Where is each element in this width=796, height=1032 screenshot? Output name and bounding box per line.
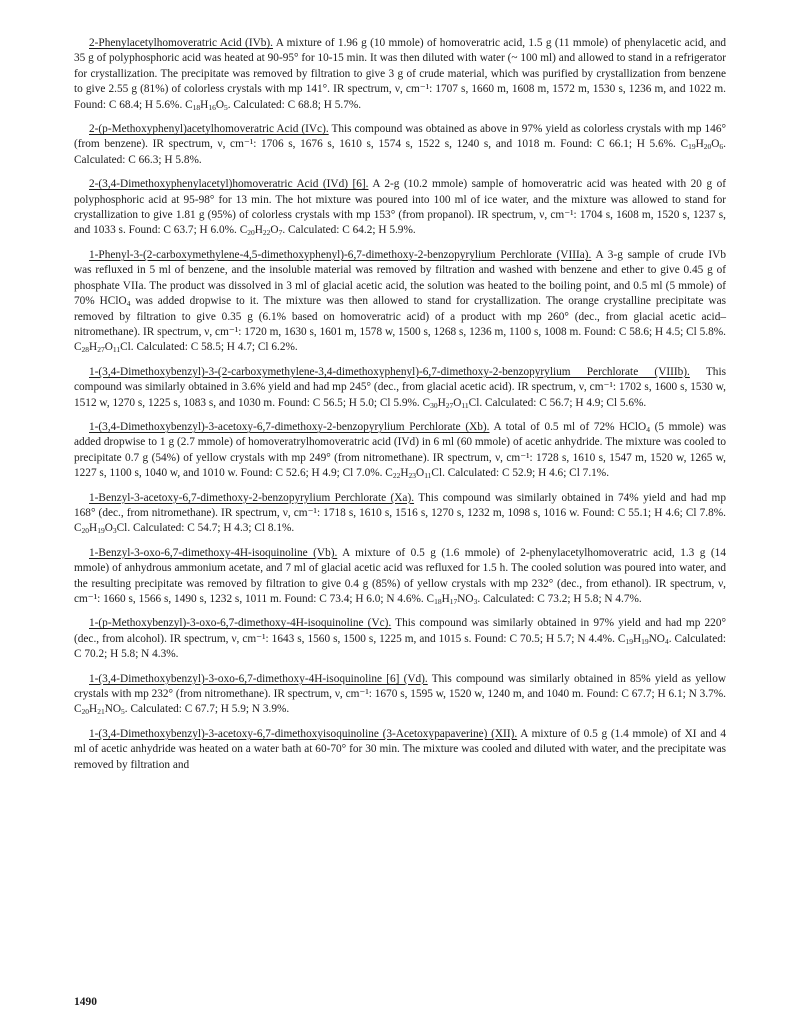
formula-subscript: 7 — [278, 228, 283, 238]
article-body — [74, 36, 726, 782]
paragraph-text: Cl. Calculated: C 54.7; H 4.3; Cl 8.1%. — [116, 522, 295, 535]
paragraph-text: (5 mmole) was added dropwise to 1 g (2.7 mmole) of homoveratrylhomoveratric acid (IVd) in 6 ml (60 mmole) of acetic anhydride. The mixture was cooled to precipitate 0.7 g (54%) of yellow crystals with mp 249° (from nitromethane). IR spectrum, ν, cm⁻¹: 1728 s, 1610 s, 1547 m, 1520 w, 1265 w, 1227 s, 1100 s, 1040 w, and 1010 w. Found: C 52.6; H 4.9; Cl 7.0%. C — [74, 420, 727, 480]
paragraph-text: A 3-g sample of crude IVb was refluxed in 5 ml of benzene, and the insoluble material was removed by filtration and washed with benzene and ether to give 0.45 g of phosphate VIIa. The product was dissolved in 3 ml of glacial acetic acid, the solution was heated to the boiling point, and 0.5 ml (5 mmole) of 70% HClO — [74, 248, 726, 308]
paragraph-text: . Calculated: C 73.2; H 5.8; N 4.7%. — [477, 593, 642, 605]
compound-paragraph — [74, 177, 726, 239]
paragraph-text: O — [711, 138, 720, 151]
compound-title: 1-(3,4-Dimethoxybenzyl)-3-acetoxy-6,7-dimethoxy-2-benzopyrylium Perchlorate (Xb). — [89, 420, 490, 433]
paragraph-text: H — [437, 396, 446, 409]
compound-paragraph — [74, 248, 726, 356]
compound-paragraph — [74, 672, 726, 718]
formula-subscript: 18 — [434, 597, 442, 606]
formula-subscript: 11 — [461, 400, 469, 410]
formula-subscript: 22 — [392, 471, 401, 481]
paragraph-text: A mixture of 1.96 g (10 mmole) of homoveratric acid, 1.5 g (11 mmole) of phenylacetic acid, and 35 g of polyphosphoric acid was heated at 90-95° for 10-15 min. It was then diluted with water (~ 100 ml) and allowed to stand in a refrigerator for crystallization. The precipitate was removed by filtration to give 3 g of crude material, which was purified by crystallization from benzene to give 2.55 g (81%) of colorless crystals with mp 141°. IR spectrum, ν, cm⁻¹: 1707 s, 1660 m, 1608 m, 1572 m, 1530 s, 1236 m, and 1022 m. Found: C 68.4; H 5.6%. C — [74, 37, 726, 111]
compound-paragraph — [74, 616, 726, 662]
compound-paragraph — [74, 491, 726, 537]
formula-subscript: 20 — [247, 228, 255, 238]
paragraph-text: . Calculated: C 70.2; H 5.8; N 4.3%. — [74, 632, 726, 661]
paragraph-text: This compound was similarly obtained in 74% yield and had mp 168° (dec., from nitromethane). IR spectrum, ν, cm⁻¹: 1718 s, 1610 s, 1516 s, 1270 s, 1232 m, 1098 s, 1016 w. Found: C 55.1; H 4.6; Cl 7.8%. C — [74, 491, 726, 535]
paragraph-text: . Calculated: C 67.7; H 5.9; N 3.9%. — [124, 703, 290, 716]
formula-subscript: 11 — [112, 345, 121, 355]
formula-subscript: 19 — [97, 526, 105, 536]
formula-subscript: 21 — [97, 707, 105, 717]
paragraph-text: This compound was similarly obtained in 3.6% yield and had mp 245° (dec., from glacial acetic acid). IR spectrum, ν, cm⁻¹: 1702 s, 1600 s, 1530 w, 1512 w, 1270 s, 1225 s, 1083 s, and 1030 m. Found: C 56.5; H 5.0; Cl 5.9%. C — [74, 365, 726, 409]
paragraph-text: Cl. Calculated: C 56.7; H 4.9; Cl 5.6%. — [468, 396, 647, 409]
formula-subscript: 19 — [625, 636, 633, 646]
paragraph-text: Cl. Calculated: C 52.9; H 4.6; Cl 7.1%. — [431, 467, 610, 480]
paragraph-text: H — [254, 224, 263, 237]
formula-subscript: 20 — [81, 707, 90, 717]
formula-subscript: 4 — [126, 299, 131, 309]
formula-subscript: 4 — [646, 424, 650, 434]
paragraph-text: H — [400, 467, 409, 480]
formula-subscript: 5 — [121, 707, 125, 717]
compound-title: 2-Phenylacetylhomoveratric Acid (IVb). — [89, 37, 273, 49]
paragraph-text: . Calculated: C 66.3; H 5.8%. — [74, 138, 726, 166]
paragraph-text: NO — [104, 703, 122, 716]
paragraph-text: NO — [648, 632, 665, 645]
formula-subscript: 11 — [424, 471, 432, 481]
compound-paragraph — [74, 420, 726, 482]
compound-paragraph — [74, 727, 726, 773]
paragraph-text: . Calculated: C 68.8; H 5.7%. — [227, 98, 362, 111]
formula-subscript: 19 — [641, 636, 649, 646]
compound-paragraph — [74, 365, 726, 411]
paragraph-text: Cl. Calculated: C 58.5; H 4.7; Cl 6.2%. — [120, 341, 298, 354]
compound-title: 1-Benzyl-3-acetoxy-6,7-dimethoxy-2-benzopyrylium Perchlorate (Xa). — [89, 491, 415, 504]
formula-subscript: 19 — [688, 142, 696, 152]
paragraph-text: O — [215, 98, 224, 111]
formula-subscript: 3 — [112, 526, 117, 536]
compound-title: 1-Phenyl-3-(2-carboxymethylene-4,5-dimethoxyphenyl)-6,7-dimethoxy-2-benzopyrylium Perchlorate (VIIIa). — [89, 248, 592, 261]
formula-subscript: 3 — [473, 597, 478, 606]
paragraph-text: A mixture of 0.5 g (1.6 mmole) of 2-phenylacetylhomoveratric acid, 1.3 g (14 mmole) of anhydrous ammonium acetate, and 7 ml of glacial acetic acid was refluxed for 1.5 h. The cooled solution was poured into water, and the resulting precipitate was removed by filtration to give 0.4 g (85%) of yellow crystals with mp 232° (dec., from ethanol). IR spectrum, ν, cm⁻¹: 1660 s, 1566 s, 1490 s, 1232 s, 1011 m. Found: C 73.4; H 6.0; N 4.6%. C — [74, 546, 726, 605]
compound-title: 1-(3,4-Dimethoxybenzyl)-3-oxo-6,7-dimethoxy-4H-isoquinoline [6] (Vd). — [89, 672, 428, 685]
compound-title: 1-(p-Methoxybenzyl)-3-oxo-6,7-dimethoxy-4H-isoquinoline (Vc). — [89, 617, 392, 630]
paragraph-text: NO — [457, 593, 474, 605]
compound-paragraph — [74, 36, 726, 113]
compound-title: 2-(p-Methoxyphenyl)acetylhomoveratric Acid (IVc). — [89, 123, 329, 136]
formula-subscript: 28 — [81, 345, 90, 355]
formula-subscript: 5 — [223, 102, 228, 112]
compound-title: 1-(3,4-Dimethoxybenzyl)-3-(2-carboxymethylene-3,4-dimethoxyphenyl)-6,7-dimethoxy-2-benzopyrylium Perchlorate (VIIIb). — [89, 365, 690, 378]
paragraph-text: H — [441, 593, 450, 605]
formula-subscript: 20 — [81, 526, 90, 536]
formula-subscript: 4 — [664, 636, 669, 646]
paragraph-text: was added dropwise to it. The mixture was then allowed to stand for crystallization. The orange crystalline precipitate was removed by filtration to give 0.35 g (6.1% based on homoveratric acid) of a product with mp 260° (dec., from glacial acetic acid–nitromethane). IR spectrum, ν, cm⁻¹: 1720 m, 1630 s, 1601 m, 1578 w, 1500 s, 1268 s, 1236 m, 1100 s, 1008 m. Found: C 58.6; H 4.5; Cl 5.8%. C — [74, 295, 726, 354]
paragraph-text: H — [200, 98, 209, 111]
formula-subscript: 27 — [445, 400, 454, 410]
formula-subscript: 18 — [192, 102, 201, 112]
compound-paragraph — [74, 122, 726, 168]
paragraph-text: H — [695, 138, 704, 151]
paragraph-text: A mixture of 0.5 g (1.4 mmole) of XI and 4 ml of acetic anhydride was heated on a water bath at 60-70° for 30 min. The mixture was cooled and diluted with water, and the precipitate was removed by filtration and — [74, 727, 726, 771]
page-number: 1490 — [74, 996, 97, 1008]
paragraph-text: . Calculated: C 64.2; H 5.9%. — [282, 224, 416, 237]
paragraph-text: This compound was similarly obtained in 85% yield as yellow crystals with mp 232° (from nitromethane). IR spectrum, ν, cm⁻¹: 1670 s, 1595 w, 1520 w, 1240 m, and 1040 m. Found: C 67.7; H 6.1; N 3.7%. C — [74, 672, 726, 716]
paragraph-text: H — [89, 341, 98, 354]
paragraph-list — [74, 36, 726, 773]
paragraph-text: H — [89, 703, 98, 716]
formula-subscript: 30 — [430, 400, 438, 410]
formula-subscript: 23 — [408, 471, 417, 481]
paragraph-text: This compound was similarly obtained in 97% yield and had mp 220° (dec., from alcohol). IR spectrum, ν, cm⁻¹: 1643 s, 1560 s, 1500 s, 1225 m, and 1015 s. Found: C 70.5; H 5.7; N 4.4%. C — [74, 617, 726, 645]
formula-subscript: 16 — [208, 102, 216, 112]
paragraph-text: H — [632, 632, 642, 645]
paragraph-text: O — [270, 224, 279, 237]
paragraph-text: A 2-g (10.2 mmole) sample of homoveratric acid was heated with 20 g of polyphosphoric acid at 95-98° for 13 min. The hot mixture was poured into 100 ml of ice water, and the mixture was allowed to stand for crystallization to give 1.81 g (95%) of colorless crystals with mp 153° (from propanol). IR spectrum, ν, cm⁻¹: 1704 s, 1608 m, 1520 s, 1237 s, and 1033 s. Found: C 63.7; H 6.0%. C — [74, 178, 726, 237]
compound-title: 1-(3,4-Dimethoxybenzyl)-3-acetoxy-6,7-dimethoxyisoquinoline (3-Acetoxypapaverine) (XII). — [89, 727, 518, 740]
compound-title: 2-(3,4-Dimethoxyphenylacetyl)homoveratric Acid (IVd) [6]. — [89, 178, 369, 191]
paragraph-text: O — [453, 396, 462, 409]
paragraph-text: O — [416, 467, 425, 480]
compound-paragraph — [74, 546, 726, 608]
formula-subscript: 17 — [449, 597, 458, 606]
paragraph-text: A total of 0.5 ml of 72% HClO — [489, 420, 647, 433]
paragraph-text: O — [104, 522, 113, 535]
compound-title: 1-Benzyl-3-oxo-6,7-dimethoxy-4H-isoquinoline (Vb). — [89, 546, 338, 559]
formula-subscript: 22 — [262, 228, 271, 238]
paragraph-text: This compound was obtained as above in 97% yield as colorless crystals with mp 146° (from benzene). IR spectrum, ν, cm⁻¹: 1706 s, 1676 s, 1610 s, 1574 s, 1522 s, 1240 s, and 1018 m. Found: C 66.1; H 5.6%. C — [74, 123, 726, 151]
formula-subscript: 20 — [703, 142, 712, 152]
formula-subscript: 27 — [97, 345, 105, 355]
paragraph-text: H — [89, 522, 98, 535]
paragraph-text: O — [104, 341, 113, 354]
formula-subscript: 6 — [719, 142, 724, 152]
